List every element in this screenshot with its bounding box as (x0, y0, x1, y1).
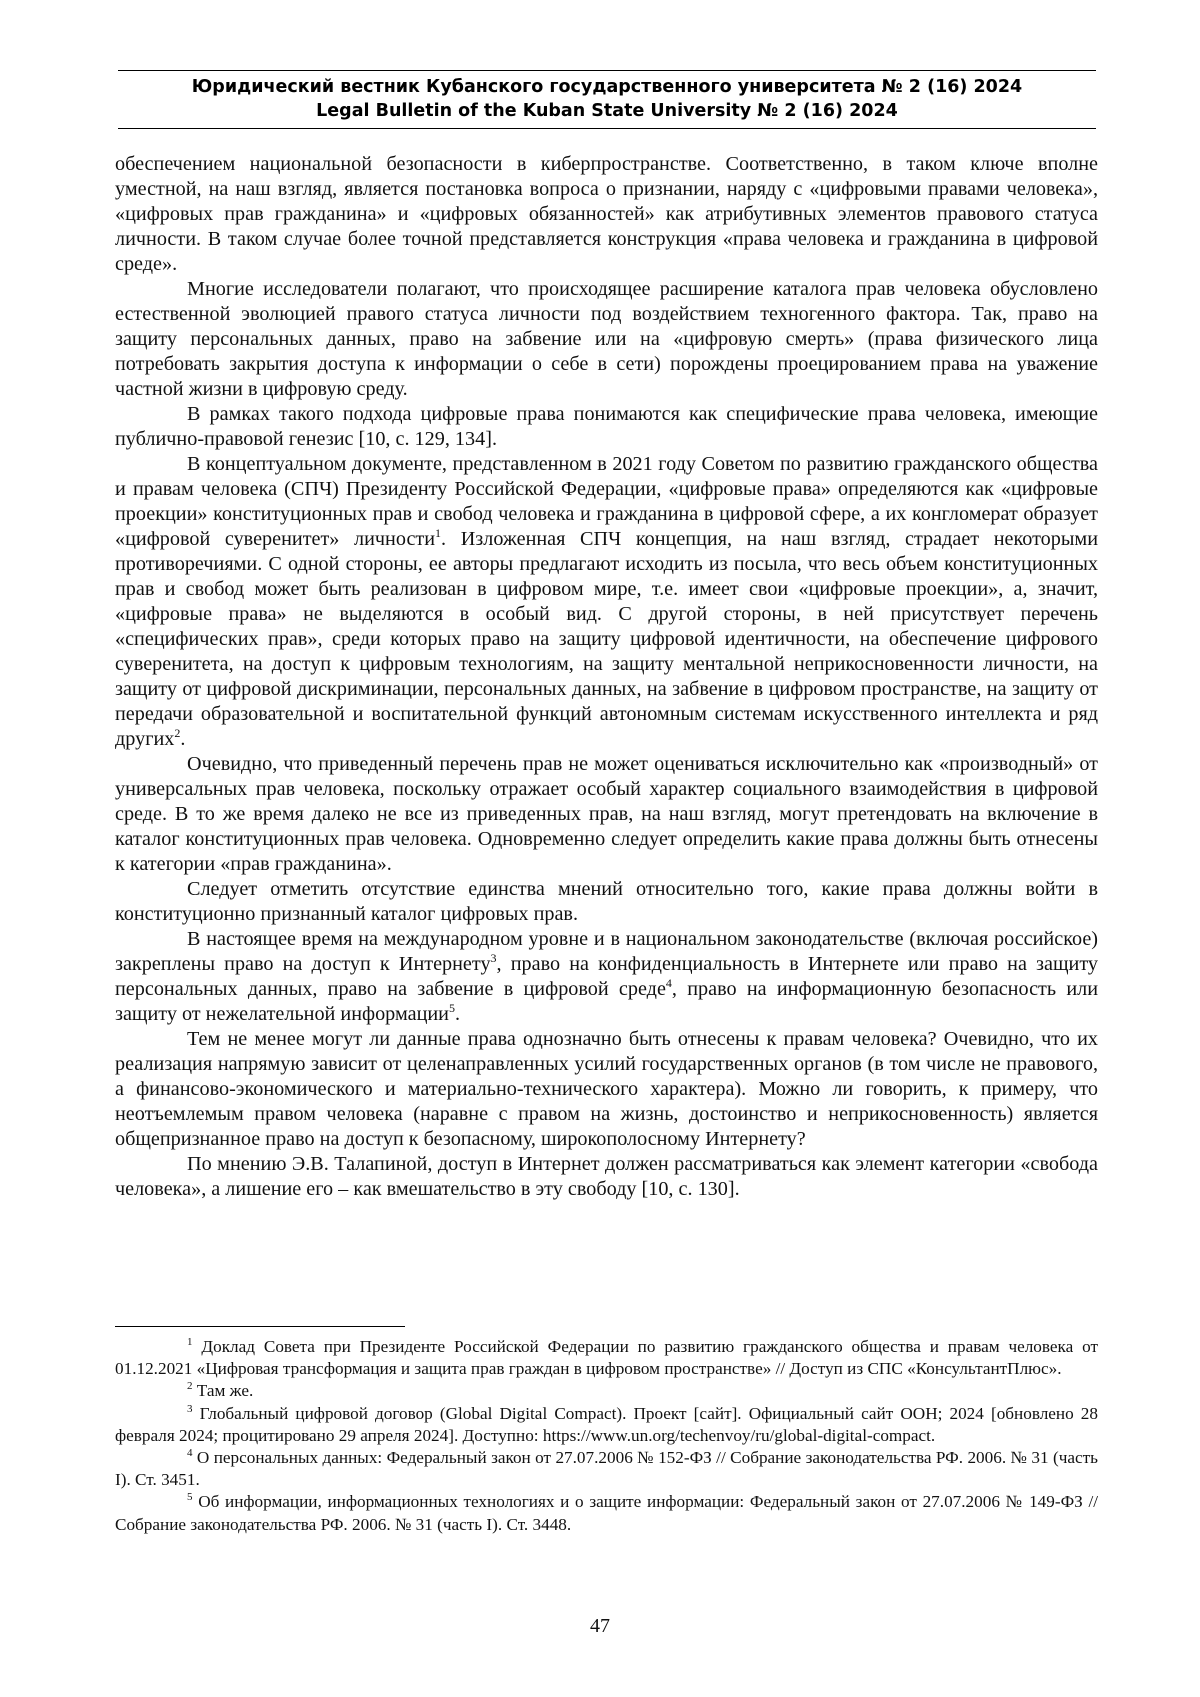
footnote-2 (115, 1380, 1098, 1402)
paragraph-7 (115, 927, 1098, 1027)
paragraph-7-part-b: , право на конфиденциальность в Интернете или право на защиту персональных данных, право на забвение в цифровой среде (115, 953, 1098, 1000)
footnote-number: 4 (187, 1447, 193, 1460)
paragraph-1: обеспечением национальной безопасности в киберпространстве. Соответственно, в таком ключе вполне уместной, на наш взгляд, является постановка вопроса о признании, наряду с «цифровыми правами человека», «цифровых прав гражданина» и «цифровых обязанностей» как атрибутивных элементов правового статуса личности. В таком случае более точной представляется конструкция «права человека и гражданина в цифровой среде». (115, 153, 1098, 275)
journal-title-ru: Юридический вестник Кубанского государственного университета № 2 (16) 2024 (191, 77, 1023, 97)
footnote-ref-4[interactable]: 4 (665, 976, 672, 990)
footnote-text: Глобальный цифровой договор (Global Digital Compact). Проект [сайт]. Официальный сайт ООН; 2024 [обновлено 28 февраля 2024; процитировано 29 апреля 2024]. Доступно: https://www.un.org/techenvoy/ru/global-digital-compact. (115, 1403, 1098, 1445)
footnote-ref-3[interactable]: 3 (490, 951, 497, 965)
footnote-number: 1 (187, 1336, 193, 1348)
footnote-text: Доклад Совета при Президенте Российской Федерации по развитию гражданского общества и правам человека от 01.12.2021 «Цифровая трансформация и защита прав граждан в цифровом пространстве» // Доступ из СПС «КонсультантПлюс». (115, 1337, 1099, 1379)
paragraph-6: Следует отметить отсутствие единства мнений относительно того, какие права должны войти в конституционно признанный каталог цифровых прав. (115, 878, 1098, 925)
footnote-number: 5 (187, 1491, 193, 1504)
footnotes (115, 1336, 1098, 1536)
article-body (115, 152, 1098, 1202)
footnote-4 (115, 1447, 1098, 1491)
footnote-ref-5[interactable]: 5 (448, 1001, 455, 1015)
paragraph-4-part-a: В концептуальном документе, представленном в 2021 году Советом по развитию гражданского общества и правам человека (СПЧ) Президенту Российской Федерации, «цифровые права» определяются как «цифровые проекции» конституционных прав и свобод человека и гражданина в цифровой сфере, а их конгломерат образует «цифровой суверенитет» личности (115, 453, 1098, 550)
footnote-separator (115, 1326, 405, 1327)
paragraph-9: По мнению Э.В. Талапиной, доступ в Интернет должен рассматриваться как элемент категории «свобода человека», а лишение его – как вмешательство в эту свободу [10, с. 130]. (115, 1153, 1098, 1200)
footnote-text: Там же. (196, 1381, 254, 1401)
footnote-text: О персональных данных: Федеральный закон от 27.07.2006 № 152-ФЗ // Собрание законодательства РФ. 2006. № 31 (часть I). Ст. 3451. (115, 1448, 1098, 1490)
footnote-ref-2[interactable]: 2 (174, 726, 181, 740)
footnote-ref-1[interactable]: 1 (435, 526, 442, 540)
paragraph-7-part-d: . (454, 1003, 461, 1025)
footnote-number: 2 (187, 1380, 193, 1393)
journal-title-en: Legal Bulletin of the Kuban State University № 2 (16) 2024 (316, 101, 898, 121)
running-header (118, 70, 1096, 129)
footnote-3 (115, 1403, 1098, 1447)
paragraph-7-part-a: В настоящее время на международном уровне и в национальном законодательстве (включая российское) закреплены право на доступ к Интернету (115, 928, 1098, 975)
paragraph-4-part-b: . Изложенная СПЧ концепция, на наш взгляд, страдает некоторыми противоречиями. С одной стороны, ее авторы предлагают исходить из посыла, что весь объем конституционных прав и свобод может быть реализован в цифровом мире, т.е. имеет свои «цифровые проекции», а, значит, «цифровые права» не выделяются в особый вид. С другой стороны, в ней присутствует перечень «специфических прав», среди которых право на защиту цифровой идентичности, на обеспечение цифрового суверенитета, на доступ к цифровым технологиям, на защиту ментальной неприкосновенности личности, на защиту от цифровой дискриминации, персональных данных, на забвение в цифровом пространстве, на защиту от передачи образовательной и воспитательной функций автономным системам искусственного интеллекта и ряд других (115, 528, 1098, 750)
paragraph-2: Многие исследователи полагают, что происходящее расширение каталога прав человека обусловлено естественной эволюцией правого статуса личности под воздействием техногенного фактора. Так, право на защиту персональных данных, право на забвение или на «цифровую смерть» (права физического лица потребовать закрытия доступа к информации о себе в сети) порождены проецированием права на уважение частной жизни в цифровую среду. (115, 278, 1098, 400)
paragraph-5: Очевидно, что приведенный перечень прав не может оцениваться исключительно как «производный» от универсальных прав человека, поскольку отражает особый характер социального взаимодействия в цифровой среде. В то же время далеко не все из приведенных прав, на наш взгляд, могут претендовать на включение в каталог конституционных прав человека. Одновременно следует определить какие права должны быть отнесены к категории «прав гражданина». (115, 753, 1098, 875)
paragraph-7-part-c: , право на информационную безопасность или защиту от нежелательной информации (115, 978, 1098, 1025)
footnote-1 (115, 1336, 1098, 1380)
footnote-5 (115, 1491, 1098, 1535)
paragraph-4 (115, 452, 1098, 752)
footnote-text: Об информации, информационных технологиях и о защите информации: Федеральный закон от 27.07.2006 № 149-ФЗ // Собрание законодательства РФ. 2006. № 31 (часть I). Ст. 3448. (115, 1492, 1098, 1534)
footnote-number: 3 (187, 1402, 193, 1415)
page-number: 47 (590, 1615, 610, 1637)
paragraph-3: В рамках такого подхода цифровые права понимаются как специфические права человека, имеющие публично-правовой генезис [10, с. 129, 134]. (115, 403, 1098, 450)
paragraph-4-part-c: . (180, 728, 186, 750)
paragraph-8: Тем не менее могут ли данные права однозначно быть отнесены к правам человека? Очевидно, что их реализация напрямую зависит от целенаправленных усилий государственных органов (в том числе не правового, а финансово-экономического и материально-технического характера). Можно ли говорить, к примеру, что неотъемлемым правом человека (наравне с правом на жизнь, достоинство и неприкосновенность) является общепризнанное право на доступ к безопасному, широкополосному Интернету? (115, 1028, 1098, 1150)
